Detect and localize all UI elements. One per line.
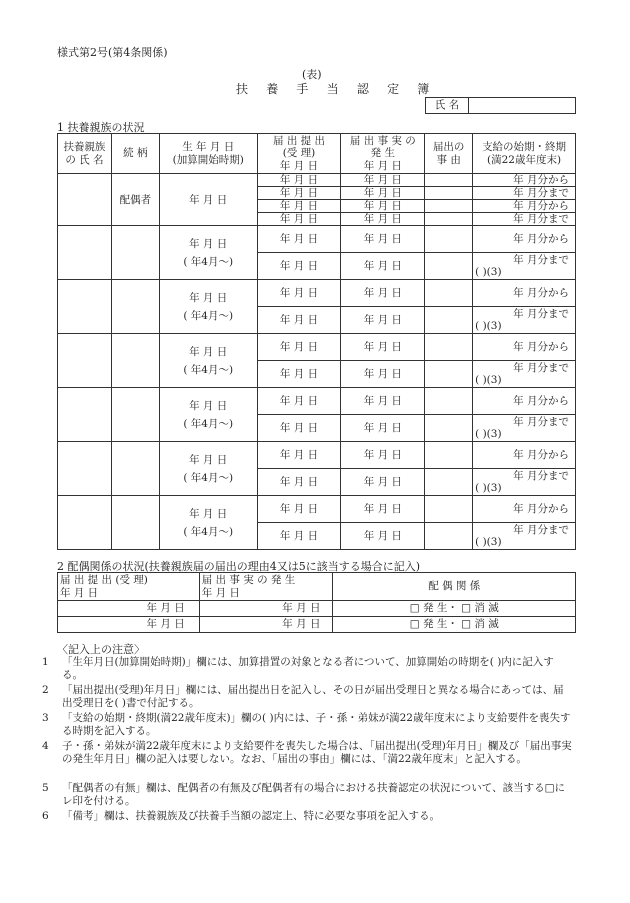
note-text: 「支給の始期・終期(満22歳年度末)」欄の( )内には、子・孫・弟妹が満22歳年度末により支給要件を喪失する時期を記入する。 <box>62 712 571 737</box>
period-until[interactable]: 年 月分まで ( )(3) <box>473 523 576 550</box>
notify-date[interactable]: 年 月 日 <box>257 226 341 253</box>
reason-cell[interactable] <box>425 415 473 442</box>
dependent-birth-cell[interactable]: 年 月 日 ( 年4月～) <box>159 226 257 280</box>
occur-date[interactable]: 年 月 日 <box>341 415 425 442</box>
occur-date[interactable]: 年 月 日 <box>341 469 425 496</box>
header-name: 扶養親族 の 氏 名 <box>58 134 112 174</box>
header-relation: 続 柄 <box>111 134 159 174</box>
reason-cell[interactable] <box>425 174 473 187</box>
period-from[interactable]: 年 月分から <box>473 442 576 469</box>
table-header-row <box>58 134 576 174</box>
note-item <box>42 684 572 710</box>
reason-cell[interactable] <box>425 469 473 496</box>
status-checkboxes[interactable]: □ 発 生・ □ 消 滅 <box>333 617 576 633</box>
header-occur: 届 出 事 実 の 発 生 年 月 日 <box>341 134 425 174</box>
header-notify: 届 出 提 出 (受 理) 年 月 日 <box>257 134 341 174</box>
section1-title: 1 扶養親族の状況 <box>57 121 145 134</box>
note-number: 6 <box>42 810 49 822</box>
notify-date[interactable]: 年 月 日 <box>257 469 341 496</box>
notify-date[interactable]: 年 月 日 <box>257 442 341 469</box>
dependent-row <box>58 496 576 523</box>
side-label: (表) <box>302 68 322 81</box>
dependent-name-cell[interactable] <box>58 334 112 388</box>
name-label: 氏 名 <box>426 98 469 114</box>
dependent-birth-cell[interactable]: 年 月 日 ( 年4月～) <box>159 280 257 334</box>
period-until[interactable]: 年 月分まで ( )(3) <box>473 415 576 442</box>
dependent-relation-cell[interactable] <box>111 280 159 334</box>
spouse-status-table <box>57 572 576 633</box>
period-from[interactable]: 年 月分から <box>473 280 576 307</box>
reason-cell[interactable] <box>425 361 473 388</box>
occur-date[interactable]: 年 月 日 <box>199 601 333 617</box>
notify-date[interactable]: 年 月 日 <box>257 200 341 213</box>
spouse-row <box>58 174 576 187</box>
note-text: 「備考」欄は、扶養親族及び扶養手当額の認定上、特に必要な事項を記入する。 <box>62 810 440 822</box>
dependent-relation-cell[interactable] <box>111 226 159 280</box>
reason-cell[interactable] <box>425 523 473 550</box>
occur-date[interactable]: 年 月 日 <box>341 253 425 280</box>
form-number: 様式第2号(第4条関係) <box>57 46 168 59</box>
reason-cell[interactable] <box>425 213 473 226</box>
header-occur2: 届 出 事 実 の 発 生 年 月 日 <box>199 573 333 601</box>
occur-date[interactable]: 年 月 日 <box>341 523 425 550</box>
notify-date[interactable]: 年 月 日 <box>257 307 341 334</box>
note-item <box>42 656 572 682</box>
reason-cell[interactable] <box>425 187 473 200</box>
header-reason: 届出の 事 由 <box>425 134 473 174</box>
period-from[interactable]: 年 月分から <box>473 334 576 361</box>
name-field[interactable] <box>469 98 576 114</box>
period-from[interactable]: 年 月分から <box>473 496 576 523</box>
dependent-row <box>58 280 576 307</box>
occur-date[interactable]: 年 月 日 <box>341 213 425 226</box>
note-item <box>42 782 572 808</box>
reason-cell[interactable] <box>425 307 473 334</box>
table-header-row <box>58 573 576 601</box>
notify-date[interactable]: 年 月 日 <box>257 174 341 187</box>
status-checkboxes[interactable]: □ 発 生・ □ 消 滅 <box>333 601 576 617</box>
dependent-row <box>58 226 576 253</box>
dependent-name-cell[interactable] <box>58 442 112 496</box>
notify-date[interactable]: 年 月 日 <box>257 361 341 388</box>
header-notify2: 届 出 提 出 (受 理) 年 月 日 <box>58 573 200 601</box>
dependent-birth-cell[interactable]: 年 月 日 ( 年4月～) <box>159 442 257 496</box>
notify-date[interactable]: 年 月 日 <box>257 415 341 442</box>
reason-cell[interactable] <box>425 442 473 469</box>
period-until[interactable]: 年 月分まで ( )(3) <box>473 469 576 496</box>
table-row <box>58 617 576 633</box>
occur-date[interactable]: 年 月 日 <box>341 388 425 415</box>
occur-date[interactable]: 年 月 日 <box>341 174 425 187</box>
occur-date[interactable]: 年 月 日 <box>341 496 425 523</box>
dependent-name-cell[interactable] <box>58 280 112 334</box>
dependent-birth-cell[interactable]: 年 月 日 ( 年4月～) <box>159 496 257 550</box>
dependent-relation-cell[interactable] <box>111 442 159 496</box>
period-until[interactable]: 年 月分まで ( )(3) <box>473 253 576 280</box>
reason-cell[interactable] <box>425 496 473 523</box>
spouse-birth-date[interactable]: 年 月 日 <box>159 174 257 226</box>
notify-date[interactable]: 年 月 日 <box>257 187 341 200</box>
note-text: 「届出提出(受理)年月日」欄には、届出提出日を記入し、その日が届出受理日と異なる場合にあっては、届出受理日を( )書で付記する。 <box>62 684 564 709</box>
spouse-name-cell[interactable] <box>58 174 112 226</box>
notify-date[interactable]: 年 月 日 <box>257 523 341 550</box>
occur-date[interactable]: 年 月 日 <box>199 617 333 633</box>
reason-cell[interactable] <box>425 226 473 253</box>
note-number: 3 <box>42 712 49 724</box>
notify-date[interactable]: 年 月 日 <box>257 280 341 307</box>
header-relation2: 配 偶 関 係 <box>333 573 576 601</box>
spouse-relation: 配偶者 <box>111 174 159 226</box>
header-period: 支給の始期・終期 (満22歳年度末) <box>473 134 576 174</box>
note-item <box>42 810 572 823</box>
dependent-row <box>58 442 576 469</box>
dependent-name-cell[interactable] <box>58 496 112 550</box>
notify-date[interactable]: 年 月 日 <box>257 213 341 226</box>
period-from[interactable]: 年 月分から <box>473 226 576 253</box>
notify-date[interactable]: 年 月 日 <box>58 601 200 617</box>
occur-date[interactable]: 年 月 日 <box>341 226 425 253</box>
dependent-name-cell[interactable] <box>58 388 112 442</box>
dependents-table <box>57 133 576 550</box>
occur-date[interactable]: 年 月 日 <box>341 280 425 307</box>
note-item <box>42 740 572 766</box>
reason-cell[interactable] <box>425 253 473 280</box>
note-text: 子・孫・弟妹が満22歳年度末により支給要件を喪失した場合は、「届出提出(受理)年月日」欄及び「届出事実の発生年月日」欄の記入は要しない。なお、「届出の事由」欄には、「満22歳年度末」と記入する。 <box>62 740 572 765</box>
note-number: 2 <box>42 684 49 696</box>
table-row <box>58 601 576 617</box>
note-number: 1 <box>42 656 49 668</box>
notes-title: 〈記入上の注意〉 <box>57 643 145 656</box>
period-from[interactable]: 年 月分から <box>473 174 576 187</box>
note-number: 4 <box>42 740 49 752</box>
occur-date[interactable]: 年 月 日 <box>341 307 425 334</box>
period-until[interactable]: 年 月分まで <box>473 187 576 200</box>
notify-date[interactable]: 年 月 日 <box>257 496 341 523</box>
reason-cell[interactable] <box>425 388 473 415</box>
dependent-relation-cell[interactable] <box>111 334 159 388</box>
reason-cell[interactable] <box>425 280 473 307</box>
dependent-row <box>58 334 576 361</box>
note-text: 「配偶者の有無」欄は、配偶者の有無及び配偶者有の場合における扶養認定の状況について、該当する□にレ印を付ける。 <box>62 782 565 807</box>
dependent-birth-cell[interactable]: 年 月 日 ( 年4月～) <box>159 388 257 442</box>
note-text: 「生年月日(加算開始時期)」欄には、加算措置の対象となる者について、加算開始の時期を( )内に記入する。 <box>62 656 554 681</box>
period-from[interactable]: 年 月分から <box>473 200 576 213</box>
dependent-relation-cell[interactable] <box>111 388 159 442</box>
period-until[interactable]: 年 月分まで <box>473 213 576 226</box>
occur-date[interactable]: 年 月 日 <box>341 187 425 200</box>
period-until[interactable]: 年 月分まで ( )(3) <box>473 361 576 388</box>
reason-cell[interactable] <box>425 200 473 213</box>
dependent-birth-cell[interactable]: 年 月 日 ( 年4月～) <box>159 334 257 388</box>
occur-date[interactable]: 年 月 日 <box>341 442 425 469</box>
dependent-row <box>58 388 576 415</box>
dependent-relation-cell[interactable] <box>111 496 159 550</box>
note-item <box>42 712 572 738</box>
section2-title: 2 配偶関係の状況(扶養親族届の届出の理由4又は5に該当する場合に記入) <box>57 560 421 573</box>
notify-date[interactable]: 年 月 日 <box>257 334 341 361</box>
period-until[interactable]: 年 月分まで ( )(3) <box>473 307 576 334</box>
occur-date[interactable]: 年 月 日 <box>341 200 425 213</box>
header-birth: 生 年 月 日 (加算開始時期) <box>159 134 257 174</box>
reason-cell[interactable] <box>425 334 473 361</box>
notify-date[interactable]: 年 月 日 <box>257 388 341 415</box>
name-box <box>425 97 576 114</box>
dependent-name-cell[interactable] <box>58 226 112 280</box>
notify-date[interactable]: 年 月 日 <box>257 253 341 280</box>
page-title: 扶 養 手 当 認 定 簿 <box>236 82 437 96</box>
period-from[interactable]: 年 月分から <box>473 388 576 415</box>
note-number: 5 <box>42 782 49 794</box>
occur-date[interactable]: 年 月 日 <box>341 361 425 388</box>
occur-date[interactable]: 年 月 日 <box>341 334 425 361</box>
notify-date[interactable]: 年 月 日 <box>58 617 200 633</box>
